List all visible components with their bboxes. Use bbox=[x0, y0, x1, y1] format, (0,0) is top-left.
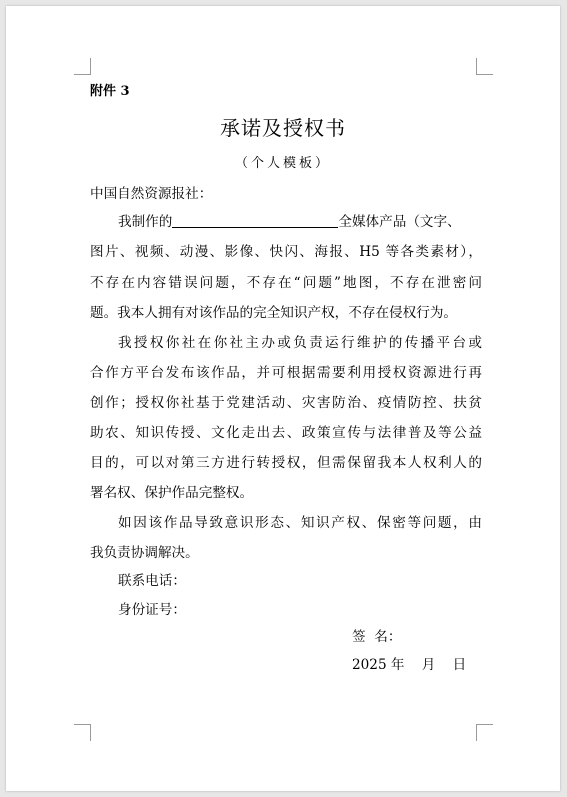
document-page bbox=[6, 6, 560, 791]
salutation: 中国自然资源报社： bbox=[90, 186, 213, 202]
signature-label: 签 名： bbox=[352, 629, 402, 645]
paragraph-1-line-2: 图片、视频、动漫、影像、快闪、海报、H5 等各类素材）， bbox=[90, 244, 482, 260]
paragraph-3-line-2: 我负责协调解决。 bbox=[90, 545, 199, 561]
crop-mark-bottom-right bbox=[476, 724, 493, 741]
crop-mark-bottom-left bbox=[74, 724, 91, 741]
work-name-blank[interactable] bbox=[172, 213, 338, 228]
p1-before-blank: 我制作的 bbox=[118, 214, 173, 230]
paragraph-2-line-6: 署名权、保护作品完整权。 bbox=[90, 485, 254, 501]
date-line: 2025 年 月 日 bbox=[352, 657, 467, 673]
crop-mark-top-right bbox=[476, 58, 493, 75]
document-title: 承诺及授权书 bbox=[220, 116, 346, 140]
paragraph-2-line-5: 目的，可以对第三方进行转授权，但需保留我本人权利人的 bbox=[90, 455, 482, 471]
paragraph-2-line-1: 我授权你社在你社主办或负责运行维护的传播平台或 bbox=[118, 335, 482, 351]
attachment-label: 附件 3 bbox=[90, 84, 130, 99]
paragraph-3-line-1: 如因该作品导致意识形态、知识产权、保密等问题，由 bbox=[118, 515, 482, 531]
paragraph-2-line-2: 合作方平台发布该作品，并可根据需要利用授权资源进行再 bbox=[90, 365, 482, 381]
paragraph-2-line-3: 创作；授权你社基于党建活动、灾害防治、疫情防控、扶贫 bbox=[90, 395, 482, 411]
paragraph-2-line-4: 助农、知识传授、文化走出去、政策宣传与法律普及等公益 bbox=[90, 425, 482, 441]
document-subtitle: （个人模板） bbox=[234, 156, 331, 171]
paragraph-1-line-1 bbox=[118, 210, 482, 230]
paragraph-1-line-4: 题。我本人拥有对该作品的完全知识产权，不存在侵权行为。 bbox=[90, 305, 458, 321]
id-number-label: 身份证号： bbox=[118, 602, 186, 618]
crop-mark-top-left bbox=[74, 58, 91, 75]
paragraph-1-line-3: 不存在内容错误问题，不存在“问题”地图，不存在泄密问 bbox=[90, 275, 482, 291]
contact-phone-label: 联系电话： bbox=[118, 573, 186, 589]
p1-after-blank: 全媒体产品（文字、 bbox=[338, 214, 461, 230]
